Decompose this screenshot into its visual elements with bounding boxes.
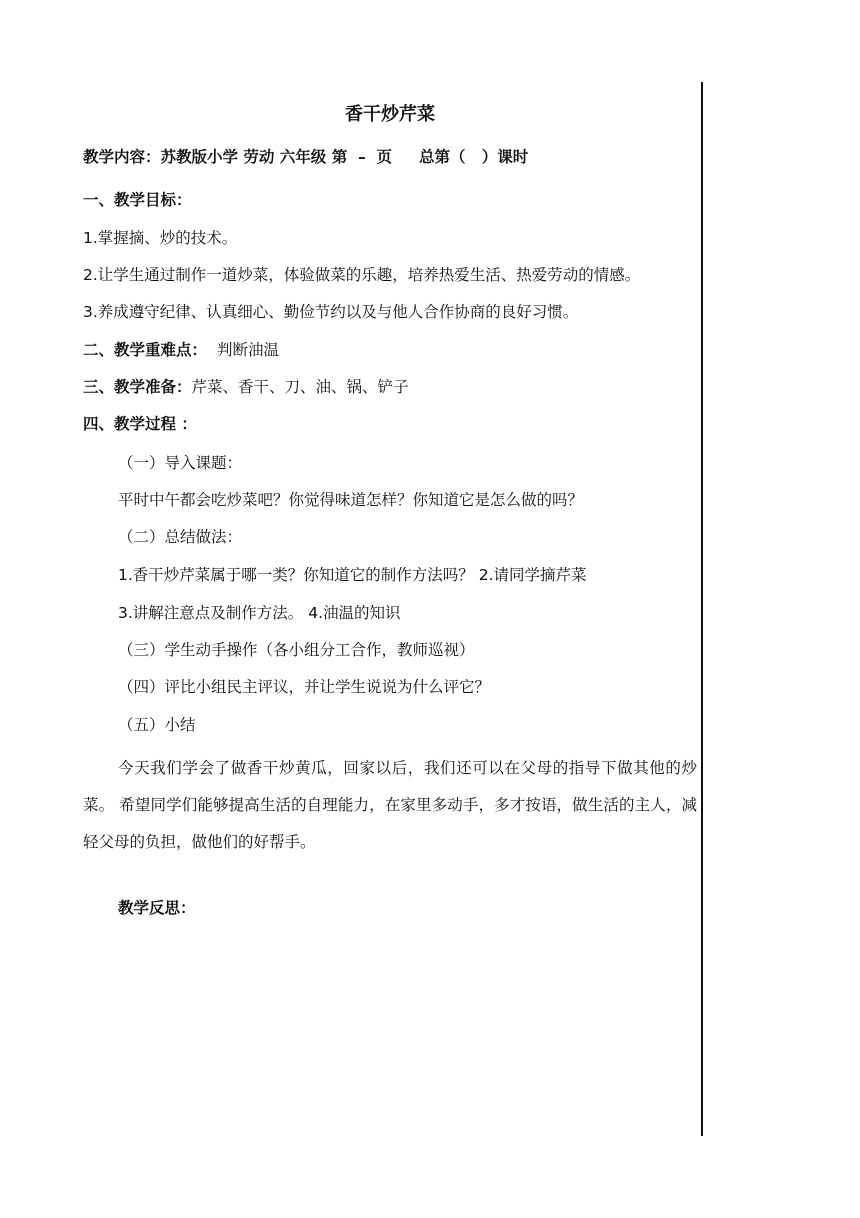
reflection-heading: 教学反思： bbox=[118, 899, 196, 917]
key-points-heading: 二、教学重难点： bbox=[83, 341, 208, 359]
objective-item-1: 1.掌握摘、炒的技术。 bbox=[83, 229, 238, 247]
key-points-line bbox=[83, 340, 279, 360]
document-title: 香干炒芹菜 bbox=[345, 104, 435, 125]
key-points-text: 判断油温 bbox=[217, 341, 280, 359]
process-heading: 四、教学过程 ： bbox=[83, 415, 197, 433]
process-summary-paragraph: 今天我们学会了做香干炒黄瓜，回家以后，我们还可以在父母的指导下做其他的炒菜。 希望同学们能够提高生活的自理能力，在家里多动手，多才按语，做生活的主人，减轻父母的负担，做他们的好帮手。 bbox=[83, 759, 697, 851]
process-step2-line1: 1.香干炒芹菜属于哪一类？你知道它的制作方法吗？ 2.请同学摘芹菜 bbox=[118, 566, 587, 584]
objective-item-2: 2.让学生通过制作一道炒菜，体验做菜的乐趣，培养热爱生活、热爱劳动的情感。 bbox=[83, 266, 641, 284]
teaching-content-label: 教学内容： bbox=[83, 148, 161, 166]
process-step2-line2: 3.讲解注意点及制作方法。 4.油温的知识 bbox=[118, 604, 401, 622]
right-border-line bbox=[701, 82, 703, 1136]
process-step3: （三）学生动手操作（各小组分工合作，教师巡视） bbox=[118, 641, 475, 659]
preparation-line bbox=[83, 377, 409, 397]
objectives-heading: 一、教学目标： bbox=[83, 191, 192, 209]
teaching-content-line bbox=[83, 147, 528, 167]
process-step1-heading: （一）导入课题： bbox=[118, 454, 243, 472]
teaching-content-text: 苏教版小学 劳动 六年级 第 – 页 总第（ ）课时 bbox=[160, 148, 529, 166]
process-step5: （五）小结 bbox=[118, 716, 196, 734]
process-step4: （四）评比小组民主评议，并让学生说说为什么评它？ bbox=[118, 678, 491, 696]
objective-item-3: 3.养成遵守纪律、认真细心、勤俭节约以及与他人合作协商的良好习惯。 bbox=[83, 303, 579, 321]
preparation-text: 芹菜、香干、刀、油、锅、铲子 bbox=[191, 378, 409, 396]
preparation-heading: 三、教学准备： bbox=[83, 378, 192, 396]
process-step2-heading: （二）总结做法： bbox=[118, 528, 243, 546]
process-step1-text: 平时中午都会吃炒菜吧？你觉得味道怎样？你知道它是怎么做的吗？ bbox=[118, 491, 584, 509]
